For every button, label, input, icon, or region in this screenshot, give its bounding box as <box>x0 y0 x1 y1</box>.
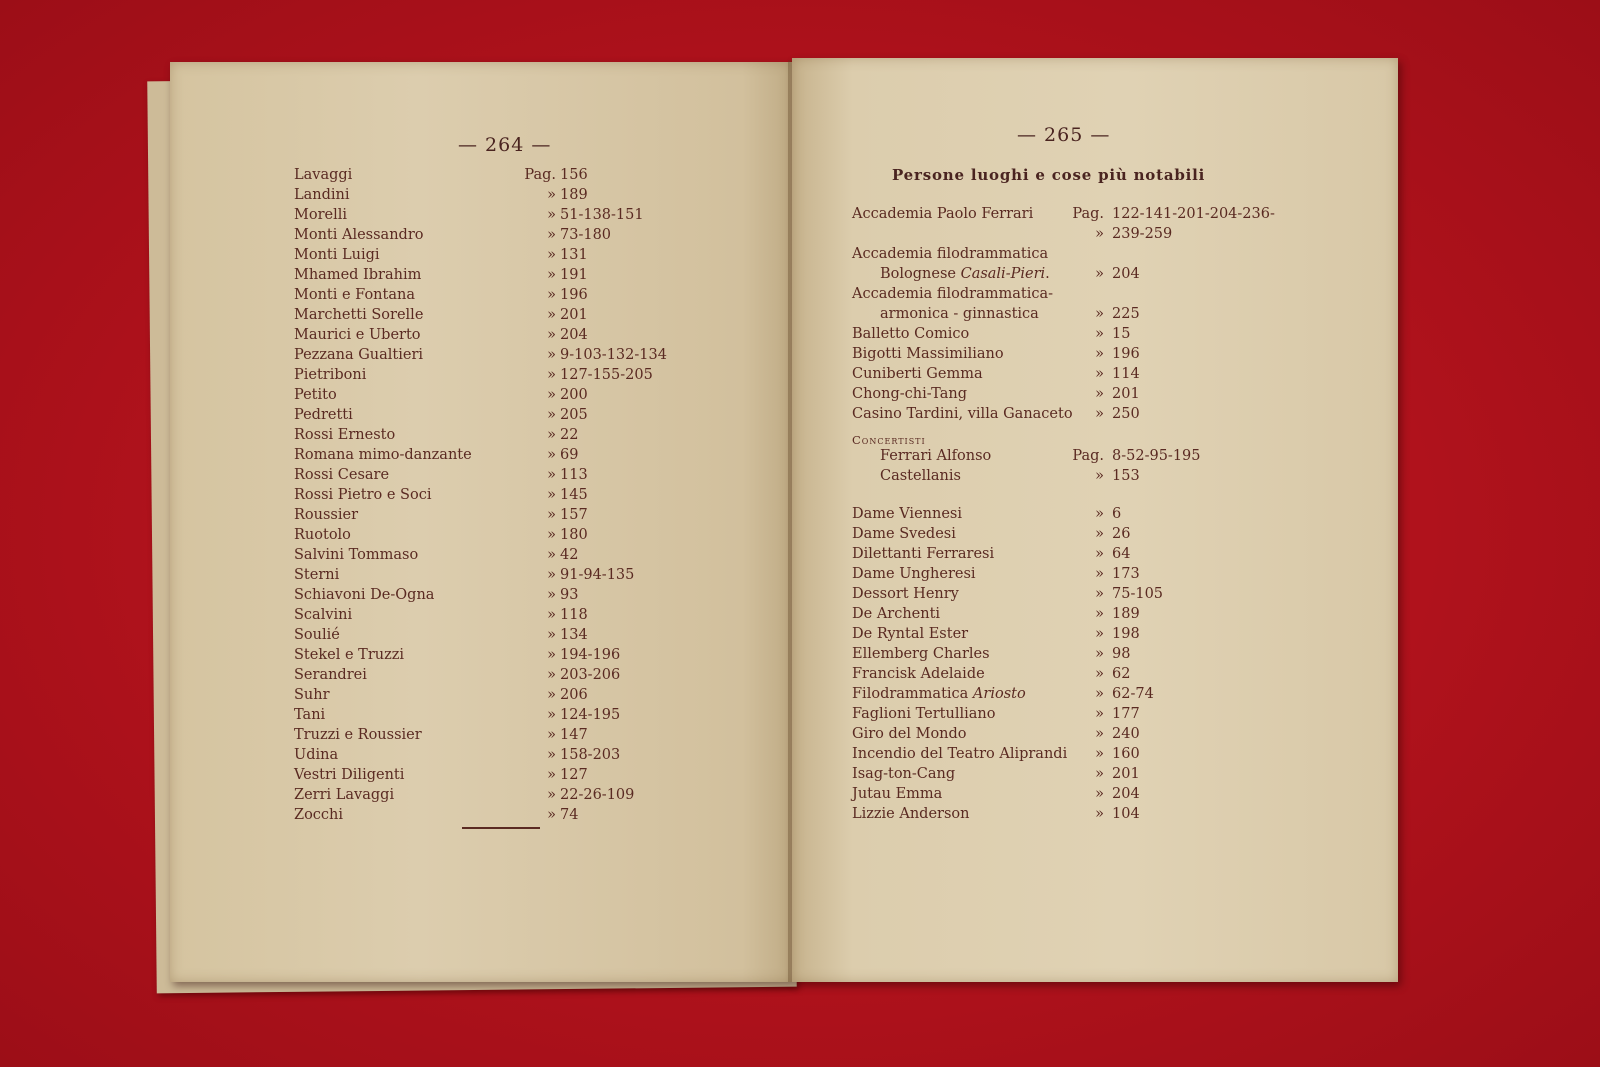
entry-name-text: Stekel e Truzzi <box>294 647 405 663</box>
page-number-right: — 265 — <box>1017 124 1111 146</box>
entry-name <box>852 644 990 664</box>
page-references: 42 <box>560 547 579 563</box>
page-references: 62 <box>1112 666 1131 682</box>
index-entry <box>852 604 1140 624</box>
page-marker: » <box>1095 766 1104 782</box>
index-entry <box>852 804 1140 824</box>
page-references: 203-206 <box>560 667 621 683</box>
page-references: 51-138-151 <box>560 207 644 223</box>
entry-name <box>294 565 339 585</box>
entry-name <box>294 585 434 605</box>
page-references: 6 <box>1112 506 1122 522</box>
entry-name <box>852 544 994 564</box>
page-references: 145 <box>560 487 588 503</box>
page-number-left: — 264 — <box>458 134 552 156</box>
page-marker: » <box>1095 806 1104 822</box>
page-marker: » <box>547 467 556 483</box>
entry-name <box>852 524 956 544</box>
index-entry <box>852 764 1140 784</box>
entry-name-text: Pedretti <box>294 407 353 423</box>
entry-name <box>880 446 991 466</box>
entry-name-text: Casino Tardini, villa Ganaceto <box>852 406 1073 422</box>
page-marker: » <box>1095 326 1104 342</box>
entry-name-text: Accademia filodrammatica <box>852 246 1049 262</box>
entry-name <box>294 805 343 825</box>
page-marker: » <box>547 647 556 663</box>
entry-name <box>294 385 337 405</box>
entry-name-text: Morelli <box>294 207 348 223</box>
entry-name-text: Francisk Adelaide <box>852 666 985 682</box>
entry-name-text: Pietriboni <box>294 367 367 383</box>
right-index-list <box>852 204 1275 824</box>
entry-name-text: Dilettanti Ferraresi <box>852 546 995 562</box>
page-references: 177 <box>1112 706 1140 722</box>
index-entry <box>852 384 1140 404</box>
entry-name <box>852 244 1048 264</box>
page-marker: » <box>547 207 556 223</box>
entry-name-text: Scalvini <box>294 607 353 623</box>
page-references: 104 <box>1112 806 1140 822</box>
page-references: 196 <box>560 287 588 303</box>
entry-name <box>294 645 404 665</box>
page-marker: » <box>1095 586 1104 602</box>
page-marker: » <box>547 287 556 303</box>
page-references: 131 <box>560 247 588 263</box>
entry-name-text: Jutau Emma <box>852 786 943 802</box>
page-marker: » <box>547 407 556 423</box>
page-references: 204 <box>1112 786 1140 802</box>
entry-name-text: Monti e Fontana <box>294 287 415 303</box>
entry-name-text: Castellanis <box>880 468 961 484</box>
index-entry <box>852 504 1122 524</box>
entry-name <box>294 625 340 645</box>
entry-name <box>852 604 940 624</box>
entry-name-text: Lavaggi <box>294 167 353 183</box>
index-entry <box>852 364 1140 384</box>
index-entry <box>852 244 1049 264</box>
entry-name <box>294 665 367 685</box>
entry-name-text: Zerri Lavaggi <box>294 787 395 803</box>
index-entry <box>852 466 1140 486</box>
index-entry <box>852 524 1131 544</box>
entry-name-text: Dame Ungheresi <box>852 566 976 582</box>
page-marker: » <box>547 307 556 323</box>
entry-name-text: Accademia filodrammatica- <box>852 286 1054 302</box>
page-marker: » <box>1095 346 1104 362</box>
entry-name-tail: . <box>1045 266 1050 282</box>
page-marker: » <box>547 727 556 743</box>
entry-name-text: Rossi Pietro e Soci <box>294 487 432 503</box>
entry-name <box>852 804 970 824</box>
page-marker: » <box>1095 266 1104 282</box>
entry-name-text: Rossi Ernesto <box>294 427 396 443</box>
entry-name-text: Schiavoni De-Ogna <box>294 587 435 603</box>
page-references: 147 <box>560 727 588 743</box>
entry-name <box>852 764 955 784</box>
index-entry <box>852 404 1140 424</box>
page-marker: » <box>1095 306 1104 322</box>
page-references: 156 <box>560 167 588 183</box>
page-marker: » <box>1095 526 1104 542</box>
entry-name <box>294 305 423 325</box>
page-marker: » <box>1095 406 1104 422</box>
page-references: 98 <box>1112 646 1131 662</box>
page-marker: » <box>1095 506 1104 522</box>
page-marker: » <box>1095 726 1104 742</box>
section-heading: Persone luoghi e cose più notabili <box>892 166 1206 184</box>
entry-name-text: Serandrei <box>294 667 367 683</box>
page-marker: » <box>547 707 556 723</box>
entry-name-text: Ferrari Alfonso <box>880 448 992 464</box>
page-references: 198 <box>1112 626 1140 642</box>
page-references: 180 <box>560 527 588 543</box>
entry-name-text: Zocchi <box>294 807 344 823</box>
entry-name <box>294 725 422 745</box>
index-entry <box>852 284 1054 304</box>
index-entry <box>852 684 1154 704</box>
page-references: 200 <box>560 387 588 403</box>
page-references: 114 <box>1112 366 1140 382</box>
page-references: 204 <box>1112 266 1140 282</box>
entry-name <box>294 225 424 245</box>
page-marker: » <box>547 747 556 763</box>
entry-name-text: Roussier <box>294 507 359 523</box>
index-entry <box>852 644 1131 664</box>
page-marker: » <box>1095 626 1104 642</box>
page-references: 201 <box>1112 386 1140 402</box>
entry-name-text: Filodrammatica <box>852 686 973 702</box>
page-references: 240 <box>1112 726 1140 742</box>
page-marker: » <box>547 367 556 383</box>
page-marker: » <box>1095 746 1104 762</box>
entry-name-text: Balletto Comico <box>852 326 970 342</box>
page-references: 22 <box>560 427 579 443</box>
page-references: 194-196 <box>560 647 621 663</box>
page-references: 91-94-135 <box>560 567 635 583</box>
entry-name <box>294 185 350 205</box>
page-marker: » <box>547 687 556 703</box>
entry-name-text: Isag-ton-Cang <box>852 766 956 782</box>
index-entry <box>852 704 1140 724</box>
entry-name-text: Monti Luigi <box>294 247 380 263</box>
entry-name-text: Marchetti Sorelle <box>294 307 424 323</box>
entry-name-text: Salvini Tommaso <box>294 547 419 563</box>
page-references: 8-52-95-195 <box>1112 448 1201 464</box>
entry-name-text: Truzzi e Roussier <box>294 727 422 743</box>
entry-name-text: Dame Viennesi <box>852 506 962 522</box>
page-references: 118 <box>560 607 588 623</box>
entry-name <box>294 365 366 385</box>
index-entry <box>852 624 1140 644</box>
page-references: 93 <box>560 587 579 603</box>
entry-name-text: armonica - ginnastica <box>880 306 1039 322</box>
page-references: 127 <box>560 767 588 783</box>
page-marker: » <box>547 327 556 343</box>
page-references: 160 <box>1112 746 1140 762</box>
page-marker: Pag. <box>1072 206 1104 222</box>
entry-name <box>294 485 431 505</box>
entry-name-text: Tani <box>294 707 326 723</box>
index-entry <box>852 446 1201 466</box>
page-marker: » <box>1095 706 1104 722</box>
page-marker: » <box>547 227 556 243</box>
page-references: 189 <box>1112 606 1140 622</box>
page-marker: » <box>547 807 556 823</box>
page-marker: » <box>1095 468 1104 484</box>
page-marker: » <box>547 767 556 783</box>
index-entry <box>852 664 1131 684</box>
spacer <box>852 486 926 504</box>
entry-name <box>294 705 325 725</box>
entry-name <box>294 605 352 625</box>
entry-name-text: Bolognese <box>880 266 961 282</box>
index-entry <box>852 264 1140 284</box>
entry-name <box>294 745 338 765</box>
entry-name-text: Vestri Diligenti <box>294 767 405 783</box>
page-references: 205 <box>560 407 588 423</box>
page-references: 124-195 <box>560 707 621 723</box>
entry-name <box>852 704 995 724</box>
subsection-heading: Concertisti <box>852 433 926 447</box>
left-page <box>170 62 792 982</box>
entry-name <box>852 204 1033 224</box>
entry-name <box>294 405 353 425</box>
page-references: 15 <box>1112 326 1131 342</box>
entry-name <box>852 624 968 644</box>
page-references: 201 <box>560 307 588 323</box>
entry-name-text: Bigotti Massimiliano <box>852 346 1004 362</box>
page-marker: » <box>547 587 556 603</box>
entry-name <box>852 684 1026 704</box>
page-references: 191 <box>560 267 588 283</box>
entry-name-text: Incendio del Teatro Aliprandi <box>852 746 1068 762</box>
entry-name-text: De Archenti <box>852 606 941 622</box>
entry-name <box>852 504 962 524</box>
page-references: 201 <box>1112 766 1140 782</box>
page-marker: » <box>547 447 556 463</box>
entry-name <box>880 304 1039 324</box>
entry-name <box>852 724 967 744</box>
entry-name-text: Cuniberti Gemma <box>852 366 983 382</box>
page-references: 153 <box>1112 468 1140 484</box>
entry-name-text: Ellemberg Charles <box>852 646 990 662</box>
page-marker: » <box>547 387 556 403</box>
page-references: 22-26-109 <box>560 787 635 803</box>
end-rule <box>462 827 540 829</box>
page-marker: » <box>547 607 556 623</box>
page-references: 74 <box>560 807 579 823</box>
page-references: 158-203 <box>560 747 621 763</box>
page-references: 73-180 <box>560 227 612 243</box>
page-marker: » <box>547 487 556 503</box>
entry-name <box>294 785 394 805</box>
page-references: 122-141-201-204-236- <box>1112 206 1275 222</box>
entry-name-italic: Ariosto <box>972 686 1026 702</box>
index-entry <box>852 544 1131 564</box>
page-marker: » <box>547 547 556 563</box>
page-references: 134 <box>560 627 588 643</box>
index-entry <box>852 304 1140 324</box>
page-marker: » <box>547 267 556 283</box>
entry-name <box>294 265 421 285</box>
page-marker: » <box>547 627 556 643</box>
entry-name-text: Mhamed Ibrahim <box>294 267 422 283</box>
entry-name-text: Ruotolo <box>294 527 351 543</box>
entry-name <box>294 285 415 305</box>
entry-name-text: De Ryntal Ester <box>852 626 969 642</box>
index-entry <box>852 324 1131 344</box>
page-marker: » <box>547 187 556 203</box>
entry-name <box>294 545 418 565</box>
entry-name <box>852 744 1067 764</box>
entry-name <box>294 165 352 185</box>
entry-name-text: Suhr <box>294 687 330 703</box>
index-entry <box>852 344 1140 364</box>
entry-name <box>880 264 1050 284</box>
entry-name <box>294 205 347 225</box>
entry-name-text: Sterni <box>294 567 340 583</box>
entry-name-text: Lizzie Anderson <box>852 806 970 822</box>
entry-name-text: Pezzana Gualtieri <box>294 347 424 363</box>
entry-name <box>852 564 976 584</box>
page-marker: » <box>547 527 556 543</box>
index-entry <box>852 564 1140 584</box>
page-marker: » <box>1095 546 1104 562</box>
entry-name <box>852 324 969 344</box>
entry-name <box>852 784 942 804</box>
entry-name <box>852 584 959 604</box>
entry-name-text: Landini <box>294 187 350 203</box>
entry-name-text: Accademia Paolo Ferrari <box>852 206 1034 222</box>
page-references: 239-259 <box>1112 226 1173 242</box>
entry-name <box>852 384 967 404</box>
right-page <box>792 58 1398 982</box>
page-references: 113 <box>560 467 588 483</box>
entry-name-text: Maurici e Uberto <box>294 327 421 343</box>
entry-name-text: Rossi Cesare <box>294 467 390 483</box>
page-references: 189 <box>560 187 588 203</box>
page-marker: » <box>1095 386 1104 402</box>
page-marker: Pag. <box>1072 448 1104 464</box>
entry-name-text: Dessort Henry <box>852 586 959 602</box>
page-references: 127-155-205 <box>560 367 653 383</box>
entry-name <box>852 284 1053 304</box>
page-marker: » <box>547 427 556 443</box>
entry-name-text: Dame Svedesi <box>852 526 956 542</box>
page-marker: » <box>1095 646 1104 662</box>
page-marker: » <box>1095 566 1104 582</box>
page-references: 225 <box>1112 306 1140 322</box>
index-entry <box>852 744 1140 764</box>
entry-name <box>852 404 1073 424</box>
page-marker: » <box>1095 226 1104 242</box>
page-marker: » <box>1095 366 1104 382</box>
entry-name-text: Giro del Mondo <box>852 726 967 742</box>
entry-name <box>294 345 423 365</box>
page-marker: » <box>547 507 556 523</box>
page-marker: Pag. <box>524 167 556 183</box>
page-marker: » <box>547 347 556 363</box>
page-marker: » <box>547 247 556 263</box>
page-references: 173 <box>1112 566 1140 582</box>
page-references: 62-74 <box>1112 686 1154 702</box>
entry-name <box>294 465 389 485</box>
page-marker: » <box>1095 666 1104 682</box>
entry-name <box>852 664 985 684</box>
entry-name-italic: Casali-Pieri <box>960 266 1046 282</box>
page-references: 64 <box>1112 546 1131 562</box>
page-references: 69 <box>560 447 579 463</box>
page-marker: » <box>547 787 556 803</box>
entry-name <box>852 364 983 384</box>
page-references: 157 <box>560 507 588 523</box>
entry-name-text: Faglioni Tertulliano <box>852 706 996 722</box>
page-marker: » <box>547 667 556 683</box>
entry-name <box>294 445 472 465</box>
entry-name <box>294 425 395 445</box>
page-marker: » <box>547 567 556 583</box>
index-entry <box>852 724 1140 744</box>
page-marker: » <box>1095 786 1104 802</box>
page-references: 26 <box>1112 526 1131 542</box>
index-entry <box>852 584 1164 604</box>
entry-name <box>294 245 380 265</box>
index-entry <box>852 204 1275 224</box>
page-references: 75-105 <box>1112 586 1164 602</box>
entry-name-text: Petito <box>294 387 337 403</box>
entry-name <box>852 344 1004 364</box>
entry-name <box>294 505 358 525</box>
page-references: 196 <box>1112 346 1140 362</box>
index-entry <box>852 784 1140 804</box>
entry-name-text: Chong-chi-Tang <box>852 386 967 402</box>
entry-name-text: Romana mimo-danzante <box>294 447 472 463</box>
entry-name-text: Monti Alessandro <box>294 227 424 243</box>
entry-name <box>880 466 961 486</box>
page-references: 9-103-132-134 <box>560 347 667 363</box>
entry-name-text: Udina <box>294 747 339 763</box>
page-references: 204 <box>560 327 588 343</box>
entry-name <box>294 525 351 545</box>
page-references: 250 <box>1112 406 1140 422</box>
entry-name <box>294 685 330 705</box>
page-marker: » <box>1095 606 1104 622</box>
page-marker: » <box>1095 686 1104 702</box>
entry-name <box>294 765 404 785</box>
entry-name <box>294 325 421 345</box>
index-entry <box>852 224 1173 244</box>
entry-name-text: Soulié <box>294 627 340 643</box>
page-references: 206 <box>560 687 588 703</box>
